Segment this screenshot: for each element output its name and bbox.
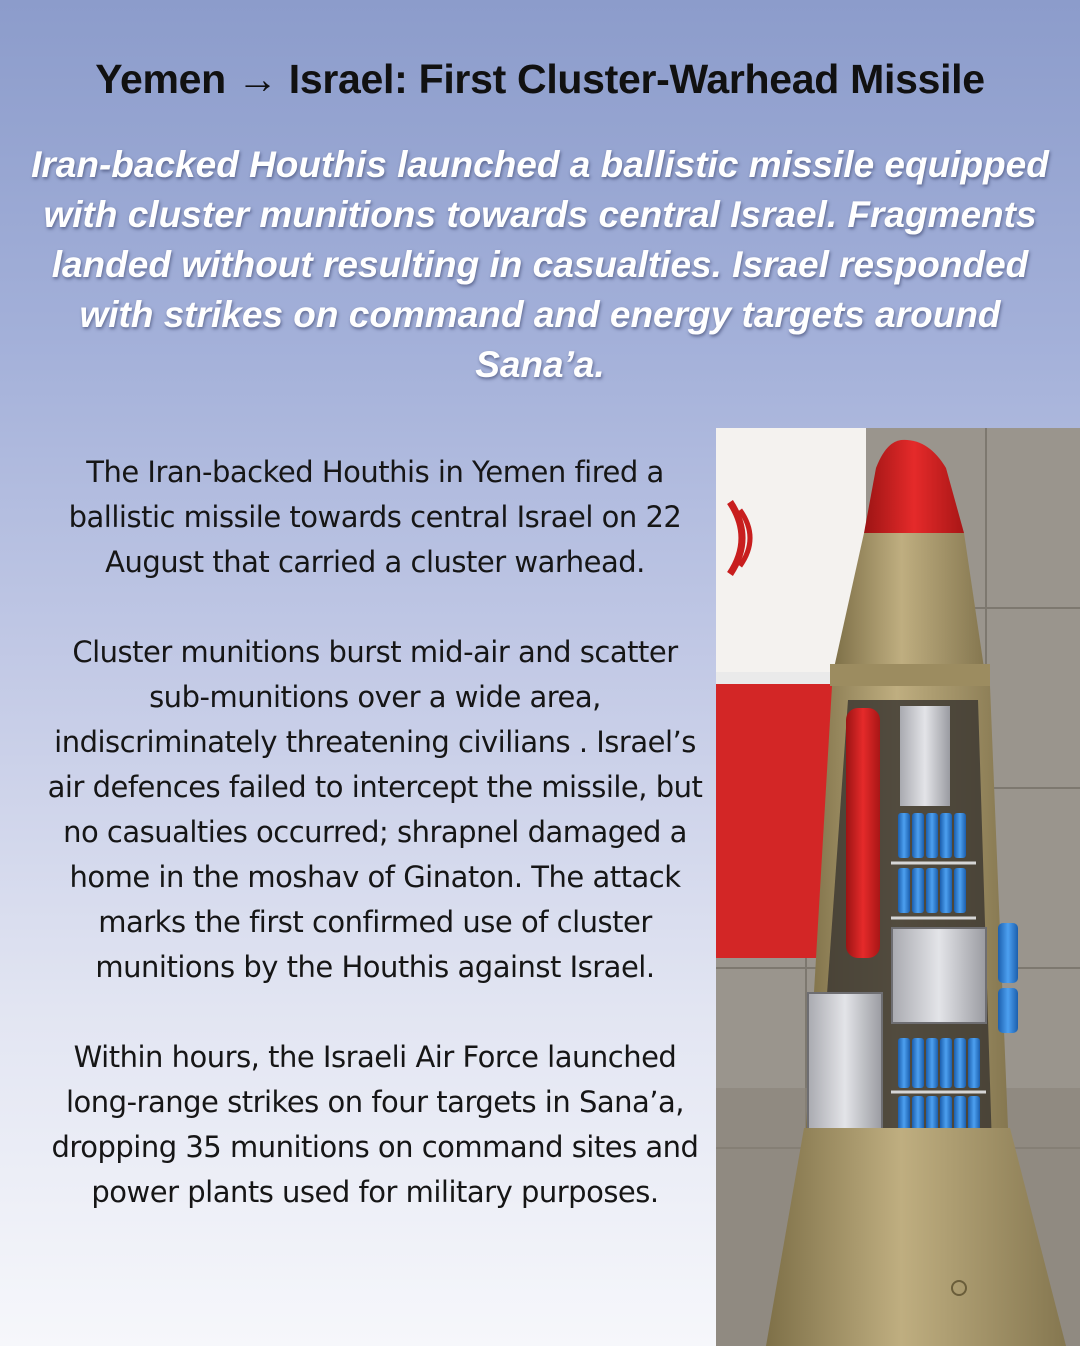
summary-subtitle: Iran-backed Houthis launched a ballistic missile equipped with cluster munitions towards central Israel. Fragments landed without resulting in casualties. Israel responded with strikes on command and energy targets around Sana’a. bbox=[31, 144, 1049, 385]
warhead-cutaway-illustration bbox=[716, 428, 1080, 1346]
article-body bbox=[40, 450, 710, 1260]
warhead-photo bbox=[716, 428, 1080, 1346]
page-title: Yemen → Israel: First Cluster-Warhead Missile bbox=[95, 56, 985, 102]
paragraph-israeli-response: Within hours, the Israeli Air Force launched long-range strikes on four targets in Sana’a, dropping 35 munitions on command sites and power plants used for military purposes. bbox=[51, 1040, 699, 1209]
paragraph-cluster-munitions: Cluster munitions burst mid-air and scatter sub-munitions over a wide area, indiscriminately threatening civilians . Israel’s air defences failed to intercept the missile, but no casualties occurred; shrapnel damaged a home in the moshav of Ginaton. The attack marks the first confirmed use of cluster munitions by the Houthis against Israel. bbox=[47, 635, 703, 984]
paragraph-launch: The Iran-backed Houthis in Yemen fired a ballistic missile towards central Israel on 22 August that carried a cluster warhead. bbox=[68, 455, 682, 579]
inner-rocket bbox=[846, 708, 880, 958]
